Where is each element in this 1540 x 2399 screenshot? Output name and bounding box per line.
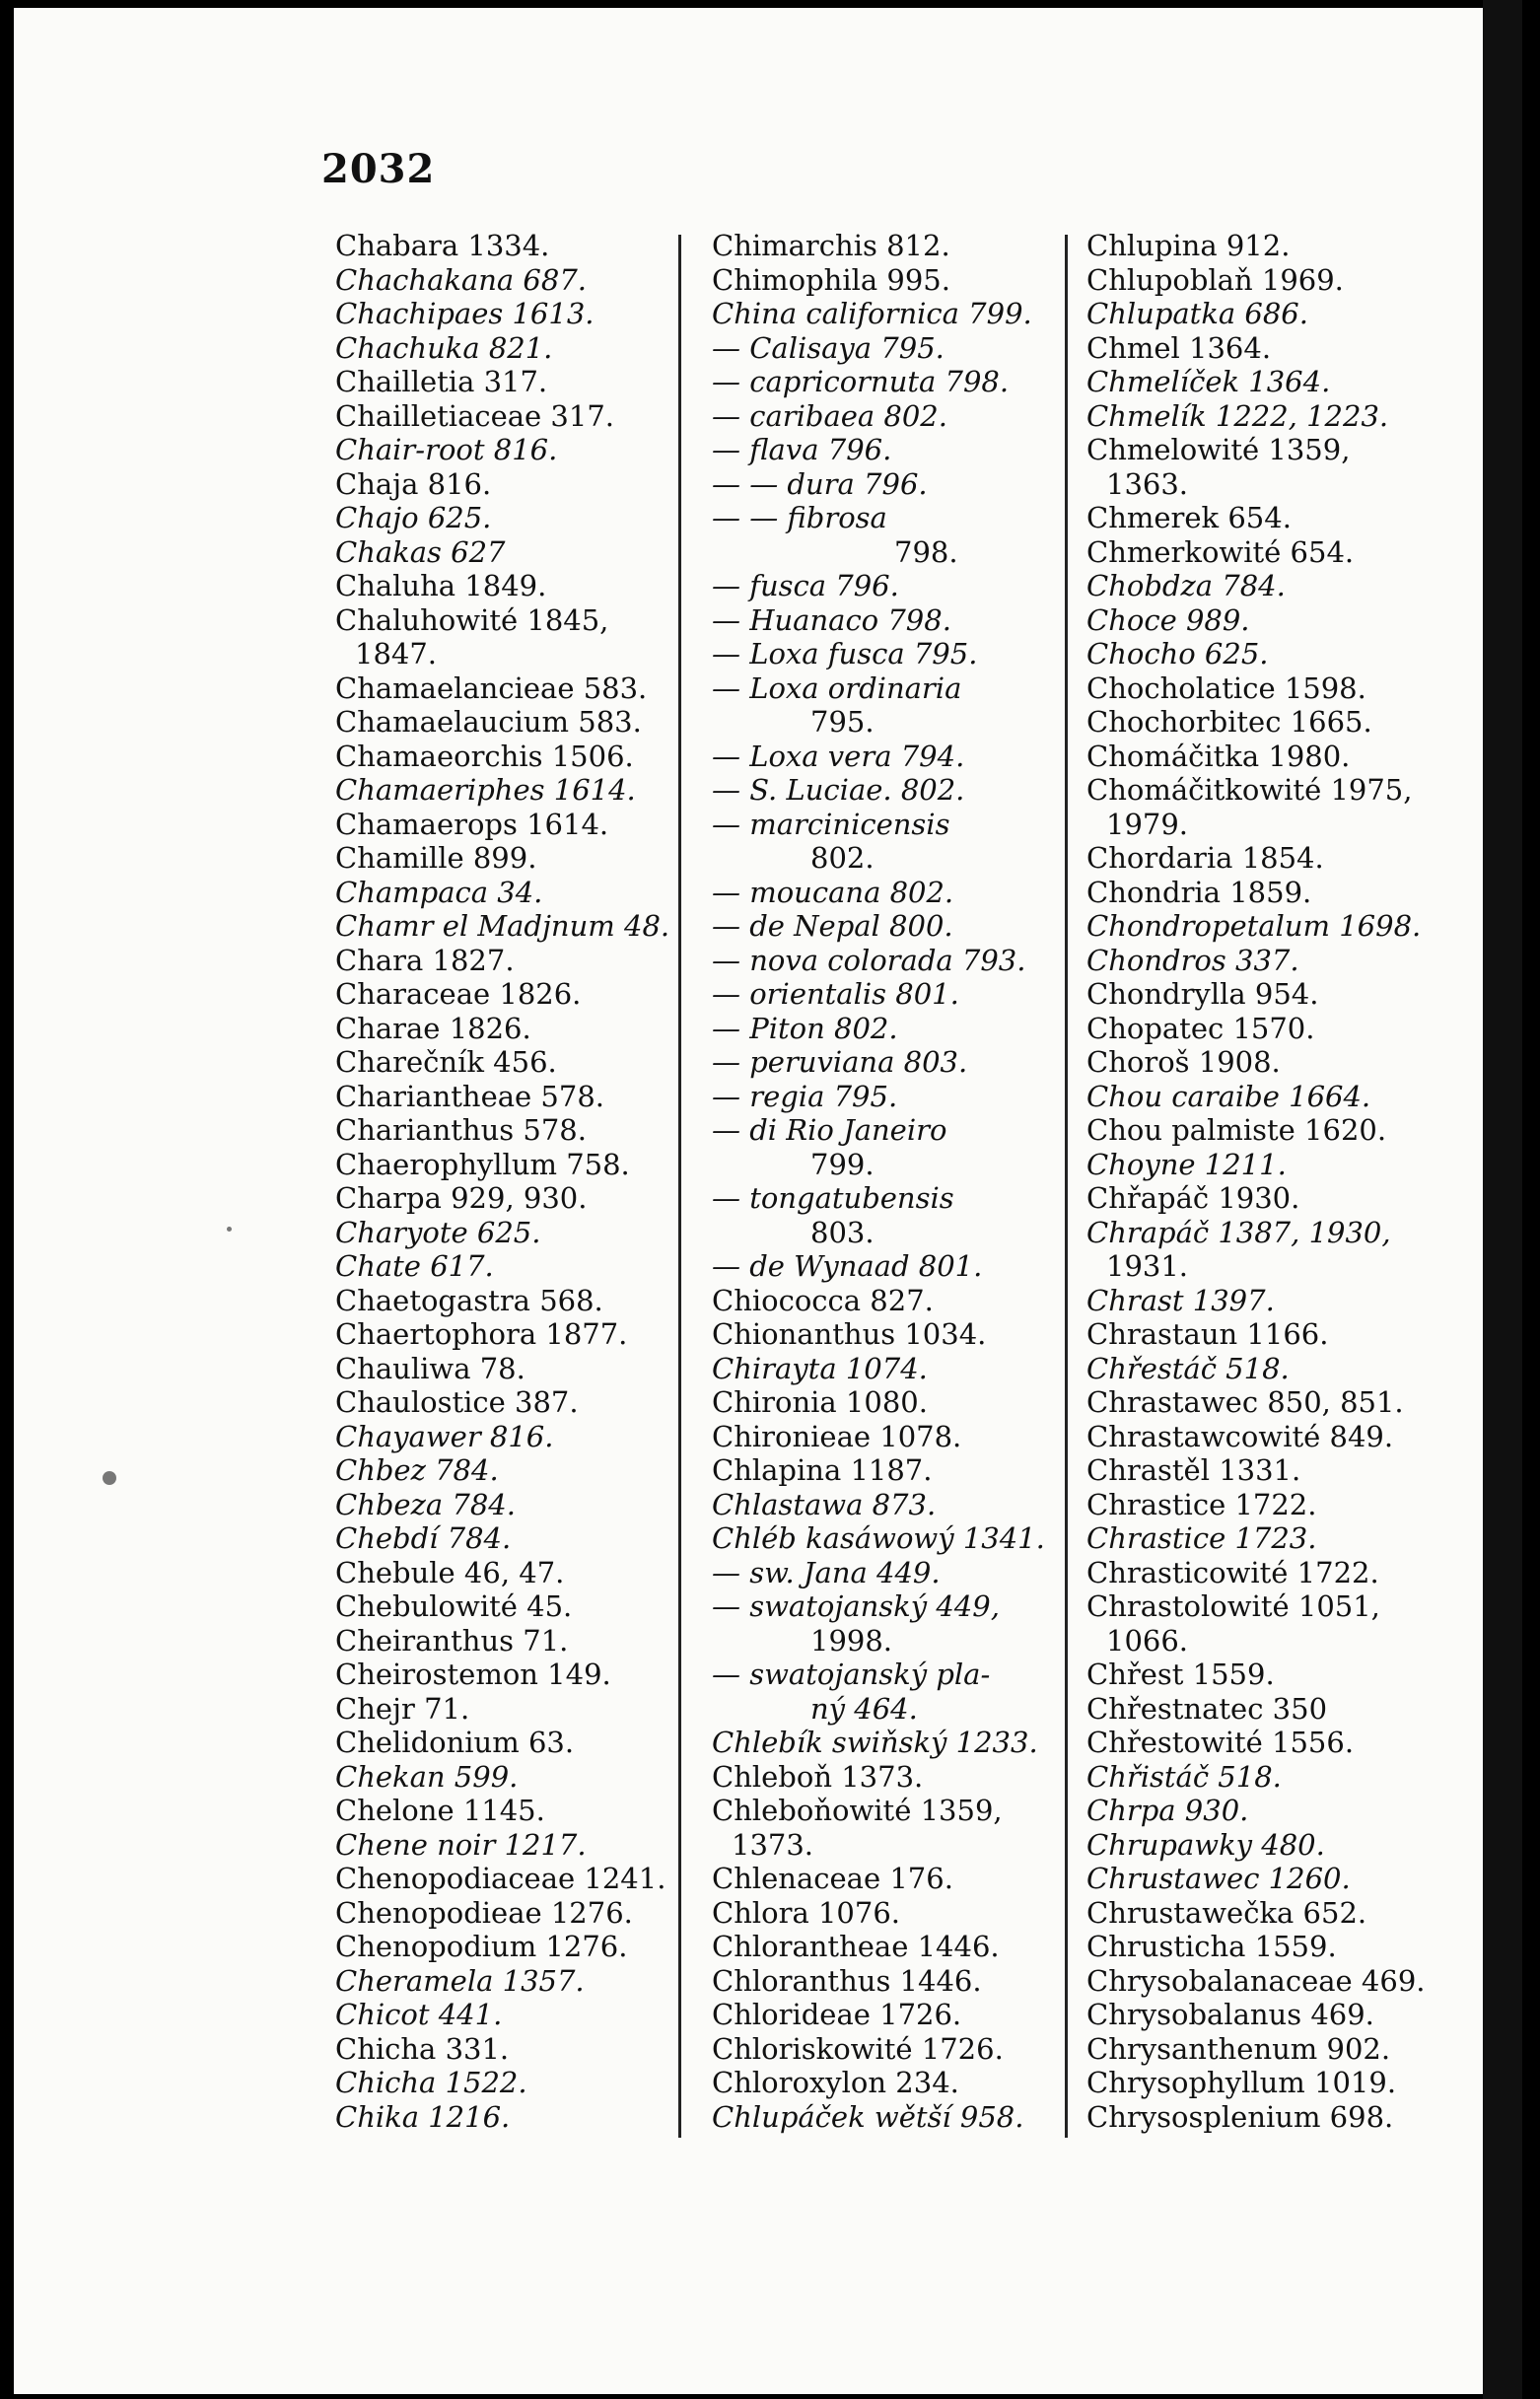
index-entry: — Calisaya 795. [712,330,945,365]
index-entry: Chmerkowité 654. [1086,534,1355,569]
index-entry: — swatojanský pla- [712,1658,991,1691]
index-entry: Chloranthus 1446. [712,1963,982,1998]
index-entry: — swatojanský 449, [712,1589,1000,1623]
index-entry: Chléb kasáwowý 1341. [712,1521,1045,1555]
index-entry: Chenopodium 1276. [335,1930,628,1963]
index-entry: Chondros 337. [1086,943,1299,977]
index-entry: Chrastawec 850, 851. [1086,1385,1404,1419]
index-entry: Chironia 1080. [712,1385,928,1419]
index-entry: 802. [810,841,875,875]
index-entry: Chmerek 654. [1086,501,1292,534]
index-entry: Chrpa 930. [1086,1794,1249,1827]
index-entry: — Loxa ordinaria [712,670,962,705]
index-entry: Chmelíček 1364. [1086,365,1331,398]
index-entry: 1847. [355,637,438,670]
index-entry: Chloriskowité 1726. [712,2031,1004,2066]
index-entry: Chlupáček wětší 958. [712,2099,1024,2134]
index-entry: 1066. [1106,1623,1189,1658]
index-entry: Chřapáč 1930. [1086,1181,1300,1215]
index-entry: Chrusticha 1559. [1086,1930,1337,1963]
index-entry: Choyne 1211. [1086,1147,1287,1181]
index-entry: Chailletiaceae 317. [335,398,615,433]
index-entry: Chmelowité 1359, [1086,433,1351,466]
index-entry: Chrupawky 480. [1086,1827,1325,1862]
index-entry: — — fibrosa [712,501,887,534]
index-entry: 1979. [1106,807,1189,841]
index-entry: Chrapáč 1387, 1930, [1086,1215,1391,1249]
index-entry: Chekan 599. [335,1759,519,1794]
index-entry: Chaluhowité 1845, [335,602,609,637]
index-entry: Chebulowité 45. [335,1589,573,1623]
index-entry: Chrustawečka 652. [1086,1895,1367,1930]
index-entry: Cheiranthus 71. [335,1623,569,1658]
index-entry: Chlorantheae 1446. [712,1930,1000,1963]
index-entry: Chomáčitkowité 1975, [1086,773,1413,807]
index-entry: 799. [810,1147,875,1181]
index-entry: Chleboňowité 1359, [712,1794,1003,1827]
index-entry: Chair-root 816. [335,433,558,466]
index-entry: Chicot 441. [335,1998,503,2031]
index-column-3 [1086,229,1471,2134]
index-entry: — sw. Jana 449. [712,1555,941,1589]
page-number: 2032 [321,146,436,192]
index-entry: Chlenaceae 176. [712,1862,953,1895]
index-entry: — di Rio Janeiro [712,1113,947,1147]
index-entry: Chejr 71. [335,1691,470,1726]
index-entry: Chrastolowité 1051, [1086,1589,1380,1623]
index-entry: Chamr el Madjnum 48. [335,909,670,943]
index-entry: Chamaeorchis 1506. [335,739,634,773]
index-entry: Chakas 627 [335,534,506,569]
index-entry: Chelone 1145. [335,1794,545,1827]
index-entry: Chondropetalum 1698. [1086,909,1422,943]
index-entry: — fusca 796. [712,569,899,602]
index-entry: — marcinicensis [712,807,950,841]
index-entry: Chrysosplenium 698. [1086,2099,1394,2134]
index-entry: Chrasticowité 1722. [1086,1555,1379,1589]
index-entry: Charyote 625. [335,1215,541,1249]
index-entry: Chajo 625. [335,501,492,534]
index-entry: Chrastice 1722. [1086,1487,1317,1521]
index-entry: Chlebík swiňský 1233. [712,1726,1038,1759]
index-entry: — flava 796. [712,433,892,466]
index-entry: Chate 617. [335,1249,494,1283]
index-entry: Champaca 34. [335,875,543,909]
index-entry: Chobdza 784. [1086,569,1286,602]
index-entry: Chicha 331. [335,2031,510,2066]
index-entry: 803. [810,1215,875,1249]
index-entry: Chimarchis 812. [712,229,950,262]
index-entry: Chřestáč 518. [1086,1351,1290,1385]
index-entry: Chlapina 1187. [712,1453,933,1487]
index-entry: Chachuka 821. [335,330,553,365]
index-entry: Chaluha 1849. [335,569,547,602]
index-entry: Chomáčitka 1980. [1086,739,1351,773]
index-entry: Charae 1826. [335,1011,531,1045]
index-entry: — S. Luciae. 802. [712,773,965,807]
index-entry: Chřestnatec 350 [1086,1691,1328,1726]
index-entry: — Loxa fusca 795. [712,637,978,670]
index-entry: Chordaria 1854. [1086,841,1324,875]
index-entry: — de Nepal 800. [712,909,953,943]
index-entry: Charpa 929, 930. [335,1181,588,1215]
index-entry: Chaerophyllum 758. [335,1147,630,1181]
index-entry: 795. [810,705,875,739]
index-entry: Chleboň 1373. [712,1759,924,1794]
index-entry: 798. [894,534,958,569]
index-entry: Chbeza 784. [335,1487,516,1521]
index-entry: Chopatec 1570. [1086,1011,1315,1045]
index-entry: Cheirostemon 149. [335,1658,611,1691]
index-entry: Choce 989. [1086,602,1250,637]
index-entry: — capricornuta 798. [712,365,1010,398]
index-entry: — caribaea 802. [712,398,947,433]
index-entry: Chachakana 687. [335,262,587,297]
index-column-1 [335,229,700,2134]
index-entry: Chocho 625. [1086,637,1269,670]
index-entry: Chrastaun 1166. [1086,1317,1329,1351]
index-entry: Chariantheae 578. [335,1079,604,1113]
index-entry: Chionanthus 1034. [712,1317,987,1351]
index-entry: 1363. [1106,466,1189,501]
index-entry: Chailletia 317. [335,365,548,398]
index-entry: — moucana 802. [712,875,954,909]
index-entry: Chenopodieae 1276. [335,1895,633,1930]
page-edge-shadow [1483,0,1522,2399]
index-entry: Chřistáč 518. [1086,1759,1282,1794]
index-entry: Chaetogastra 568. [335,1283,603,1317]
index-entry: Chika 1216. [335,2099,511,2134]
index-entry: Chamaelaucium 583. [335,705,642,739]
index-entry: Chara 1827. [335,943,515,977]
index-entry: — peruviana 803. [712,1045,968,1079]
index-entry: — nova colorada 793. [712,943,1026,977]
index-entry: Chlupatka 686. [1086,297,1308,330]
index-entry: Chlorideae 1726. [712,1998,962,2031]
index-entry: Chrastice 1723. [1086,1521,1317,1555]
index-entry: Charečník 456. [335,1045,557,1079]
index-entry: Chaertophora 1877. [335,1317,628,1351]
index-entry: — de Wynaad 801. [712,1249,983,1283]
index-entry: Chamaelancieae 583. [335,670,648,705]
index-entry: Chicha 1522. [335,2066,527,2099]
index-entry: 1998. [810,1623,893,1658]
index-entry: Chelidonium 63. [335,1726,575,1759]
index-entry: Chocholatice 1598. [1086,670,1366,705]
index-entry: Chaulostice 387. [335,1385,579,1419]
index-entry: Chlora 1076. [712,1895,900,1930]
index-entry: Chabara 1334. [335,229,550,262]
index-entry: Choroš 1908. [1086,1045,1281,1079]
index-entry: Chlupina 912. [1086,229,1291,262]
index-entry: Chlastawa 873. [712,1487,937,1521]
index-entry: Chrastawcowité 849. [1086,1419,1394,1453]
index-entry: Chamille 899. [335,841,537,875]
index-entry: Chou palmiste 1620. [1086,1113,1387,1147]
index-entry: Chmelík 1222, 1223. [1086,398,1389,433]
index-column-2 [712,229,1071,2134]
index-entry: — Huanaco 798. [712,602,951,637]
index-entry: Chřest 1559. [1086,1658,1275,1691]
index-entry: — tongatubensis [712,1181,954,1215]
index-entry: ný 464. [810,1691,918,1726]
index-entry: — — dura 796. [712,466,928,501]
index-entry: Chrastěl 1331. [1086,1453,1301,1487]
index-entry: 1373. [732,1827,814,1862]
index-entry: — Piton 802. [712,1011,898,1045]
index-entry: Chauliwa 78. [335,1351,525,1385]
index-entry: Characeae 1826. [335,977,582,1011]
print-speck [103,1471,116,1485]
index-entry: Chirayta 1074. [712,1351,928,1385]
index-entry: Chrast 1397. [1086,1283,1275,1317]
index-entry: Chenopodiaceae 1241. [335,1862,666,1895]
index-entry: Chrysanthenum 902. [1086,2031,1391,2066]
index-entry: Chebdí 784. [335,1521,512,1555]
index-entry: Chochorbitec 1665. [1086,705,1372,739]
index-entry: Chrysobalanaceae 469. [1086,1963,1426,1998]
index-entry: Chamaerops 1614. [335,807,609,841]
index-entry: Chřestowité 1556. [1086,1726,1355,1759]
index-entry: Chebule 46, 47. [335,1555,565,1589]
index-entry: Cheramela 1357. [335,1963,585,1998]
index-entry: Chlupoblaň 1969. [1086,262,1344,297]
index-entry: Chmel 1364. [1086,330,1272,365]
index-entry: Charianthus 578. [335,1113,587,1147]
index-entry: Chloroxylon 234. [712,2066,959,2099]
index-entry: Chimophila 995. [712,262,950,297]
index-entry: Chaja 816. [335,466,492,501]
index-entry: Chachipaes 1613. [335,297,595,330]
index-entry: Chene noir 1217. [335,1827,587,1862]
index-entry: — orientalis 801. [712,977,959,1011]
index-entry: Chironieae 1078. [712,1419,962,1453]
index-entry: Chrysophyllum 1019. [1086,2066,1397,2099]
index-entry: China californica 799. [712,297,1032,330]
index-entry: Chondrylla 954. [1086,977,1319,1011]
index-entry: Chayawer 816. [335,1419,554,1453]
index-entry: Chondria 1859. [1086,875,1312,909]
index-entry: Chrysobalanus 469. [1086,1998,1374,2031]
print-speck [227,1227,232,1232]
index-entry: — Loxa vera 794. [712,739,965,773]
index-entry: — regia 795. [712,1079,898,1113]
index-entry: Chiococca 827. [712,1283,934,1317]
index-entry: Chou caraibe 1664. [1086,1079,1371,1113]
index-entry: 1931. [1106,1249,1189,1283]
index-entry: Chbez 784. [335,1453,499,1487]
index-entry: Chamaeriphes 1614. [335,773,636,807]
index-entry: Chrustawec 1260. [1086,1862,1351,1895]
